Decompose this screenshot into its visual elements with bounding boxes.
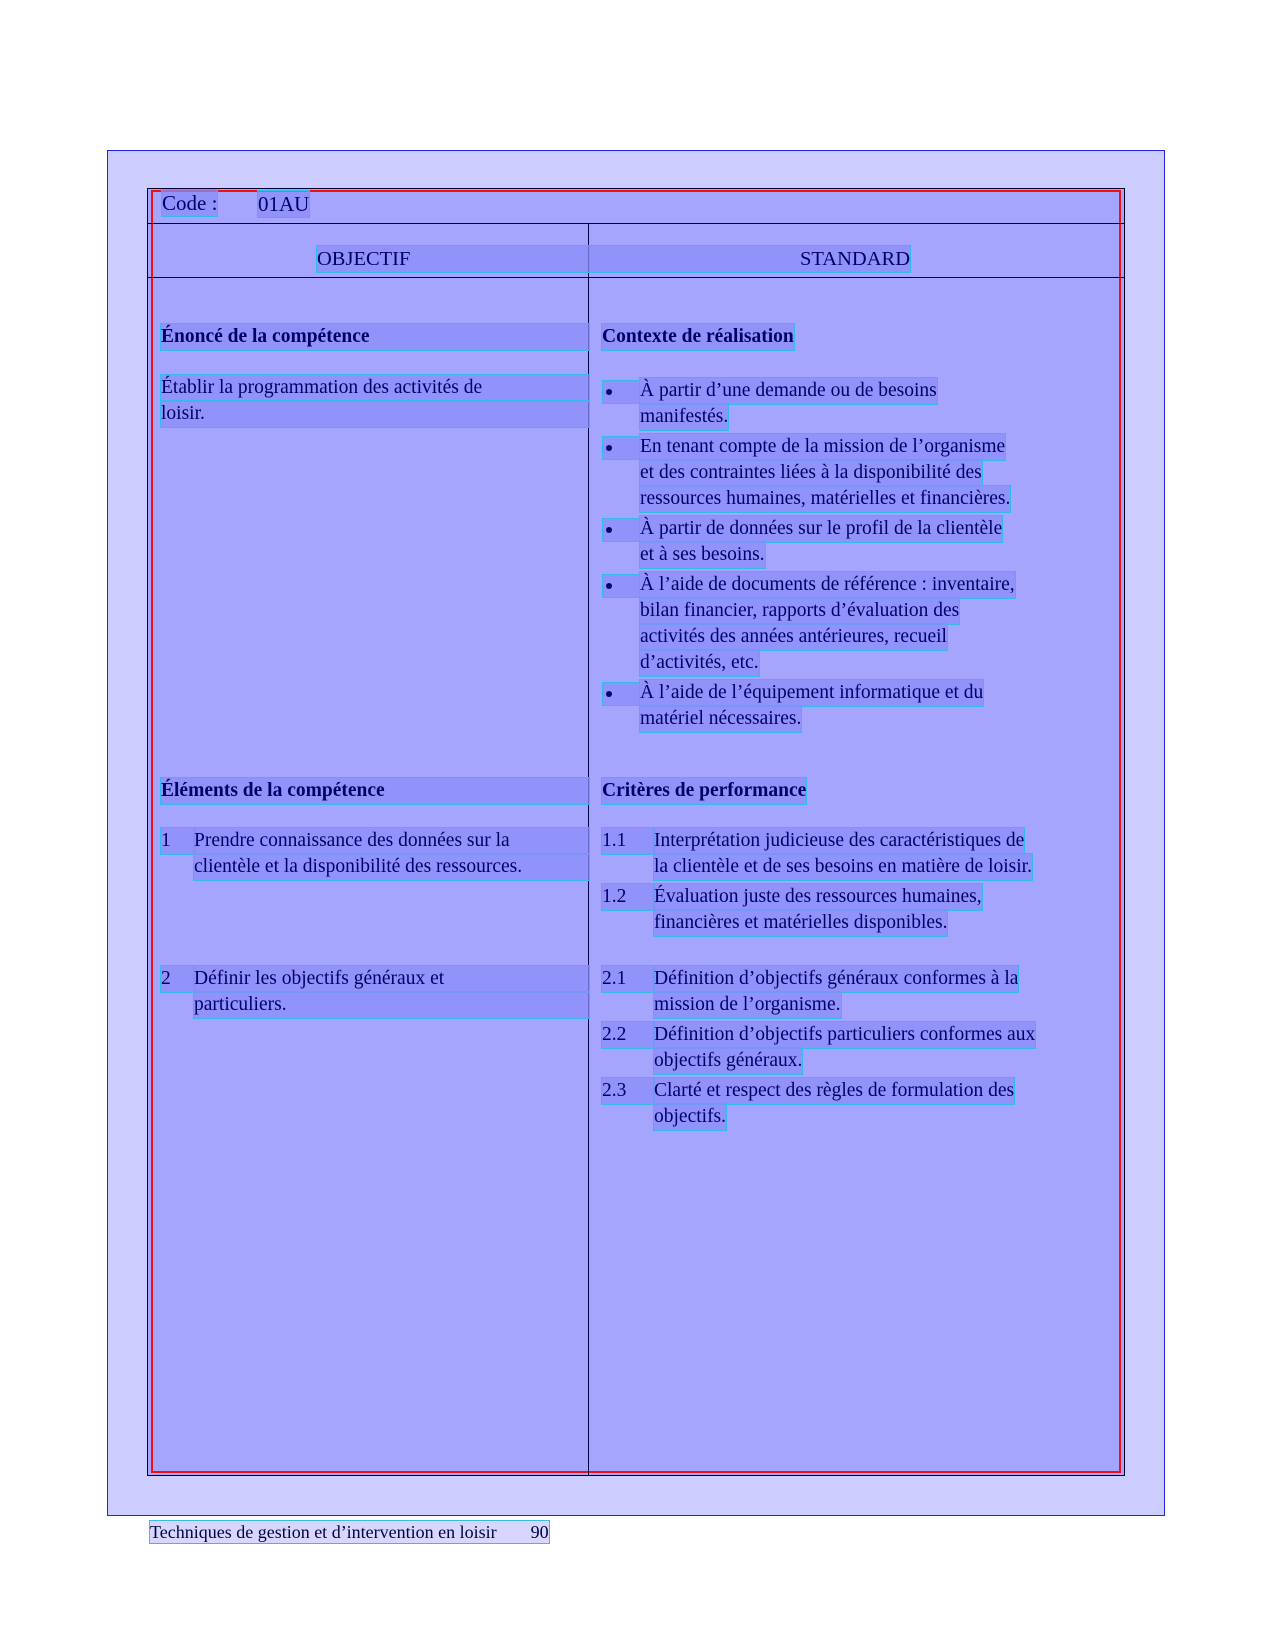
- critere-line: Définition d’objectifs particuliers conformes aux: [654, 1022, 1035, 1048]
- column-title-objectif: OBJECTIF: [317, 246, 589, 272]
- critere-number: 2.3: [602, 1078, 654, 1104]
- critere-number: 1.1: [602, 828, 654, 854]
- contexte-item-line: bilan financier, rapports d’évaluation des: [640, 598, 959, 624]
- enonce-heading: Énoncé de la compétence: [161, 324, 589, 350]
- contexte-item-line: d’activités, etc.: [640, 650, 759, 676]
- critere-line: financières et matérielles disponibles.: [654, 910, 947, 936]
- criteres-heading: Critères de performance: [602, 778, 806, 804]
- critere-line: Clarté et respect des règles de formulation des: [654, 1078, 1014, 1104]
- page-number: 90: [530, 1522, 549, 1542]
- contexte-item-line: matériel nécessaires.: [640, 706, 801, 732]
- contexte-item-line: À partir de données sur le profil de la clientèle: [640, 516, 1002, 542]
- contexte-item-line: manifestés.: [640, 404, 728, 430]
- page-footer: [150, 1521, 549, 1543]
- contexte-item-line: À l’aide de l’équipement informatique et du: [640, 680, 983, 706]
- critere-line: mission de l’organisme.: [654, 992, 841, 1018]
- element-line: Définir les objectifs généraux et: [194, 966, 589, 992]
- critere-line: objectifs généraux.: [654, 1048, 802, 1074]
- contexte-item-line: et à ses besoins.: [640, 542, 765, 568]
- element-line: clientèle et la disponibilité des ressources.: [194, 854, 589, 880]
- critere-number: 2.1: [602, 966, 654, 992]
- header-divider: [148, 223, 1124, 224]
- bullet-icon: [603, 575, 639, 597]
- column-title-standard: STANDARD: [590, 246, 910, 272]
- element-number: 2: [161, 966, 195, 992]
- contexte-item-line: ressources humaines, matérielles et financières.: [640, 486, 1010, 512]
- critere-line: Définition d’objectifs généraux conformes à la: [654, 966, 1018, 992]
- contexte-item-line: et des contraintes liées à la disponibilité des: [640, 460, 982, 486]
- critere-number: 2.2: [602, 1022, 654, 1048]
- critere-number: 1.2: [602, 884, 654, 910]
- critere-line: objectifs.: [654, 1104, 726, 1130]
- critere-line: la clientèle et de ses besoins en matière de loisir.: [654, 854, 1032, 880]
- enonce-line: loisir.: [161, 401, 589, 427]
- critere-line: Évaluation juste des ressources humaines,: [654, 884, 982, 910]
- enonce-line: Établir la programmation des activités de: [161, 375, 589, 401]
- contexte-item-line: En tenant compte de la mission de l’organisme: [640, 434, 1005, 460]
- contexte-heading: Contexte de réalisation: [602, 324, 794, 350]
- element-number: 1: [161, 828, 195, 854]
- critere-line: Interprétation judicieuse des caractéristiques de: [654, 828, 1024, 854]
- bullet-icon: [603, 519, 639, 541]
- bullet-icon: [603, 683, 639, 705]
- bullet-icon: [603, 381, 639, 403]
- bullet-icon: [603, 437, 639, 459]
- element-line: Prendre connaissance des données sur la: [194, 828, 589, 854]
- elements-heading: Éléments de la compétence: [161, 778, 589, 804]
- contexte-item-line: activités des années antérieures, recueil: [640, 624, 947, 650]
- contexte-item-line: À l’aide de documents de référence : inventaire,: [640, 572, 1015, 598]
- column-title-divider: [148, 277, 1124, 278]
- contexte-item-line: À partir d’une demande ou de besoins: [640, 378, 937, 404]
- code-value: 01AU: [258, 192, 310, 216]
- code-label: Code :: [162, 191, 218, 215]
- element-line: particuliers.: [194, 992, 589, 1018]
- footer-text: Techniques de gestion et d’intervention en loisir: [150, 1522, 497, 1542]
